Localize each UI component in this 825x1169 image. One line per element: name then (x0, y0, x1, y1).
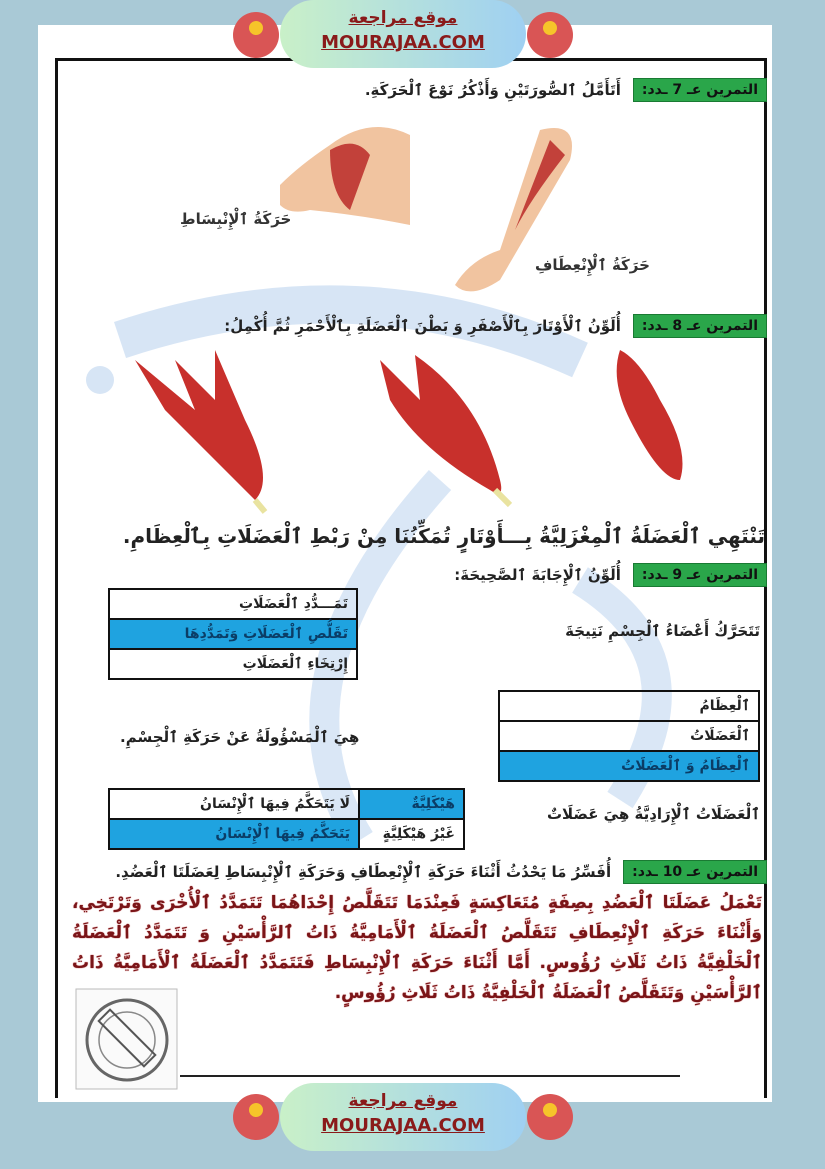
q2-options-table (498, 690, 760, 782)
question-3-text: ٱلْعَضَلَاتُ ٱلْإِرَادِيَّةُ هِيَ عَضَلَاتٌ (546, 805, 760, 823)
site-banner-top[interactable] (280, 0, 526, 68)
exercise-9-header (454, 563, 767, 587)
q3-options-table (108, 788, 465, 850)
muscle-fusiform-image (600, 340, 700, 500)
option-cell[interactable]: ٱلْعَضَلَاتُ (499, 721, 759, 751)
exercise-label: التمرين عـ 10 ـدد: (623, 860, 767, 884)
option-cell-selected[interactable]: ٱلْعِظَامُ وَ ٱلْعَضَلَاتُ (499, 751, 759, 781)
banner-title: موقع مراجعة (348, 1091, 458, 1111)
banner-site[interactable]: MOURAJAA.COM (321, 1115, 485, 1136)
site-logo-icon (233, 1094, 279, 1140)
option-cell[interactable]: ٱلْعِظَامُ (499, 691, 759, 721)
exercise-10-header (115, 860, 767, 884)
muscle-triceps-image (125, 340, 275, 515)
question-2-text: هِيَ ٱلْمَسْؤُولَةُ عَنْ حَرَكَةِ ٱلْجِسْمِ. (120, 728, 360, 746)
option-cell-selected[interactable]: تَقَلُّصِ ٱلْعَضَلَاتِ وَتَمَدُّدِهَا (109, 619, 357, 649)
exercise-instruction: أُفَسِّرُ مَا يَحْدُثُ أَثْنَاءَ حَرَكَةِ ٱلْإِنْعِطَافِ وَحَرَكَةِ ٱلْإِنْبِسَاطِ لِعَضَلَتَا ٱلْعَضُدِ. (115, 863, 612, 881)
banner-title: موقع مراجعة (348, 8, 458, 28)
signature-line (180, 1075, 680, 1077)
exercise-label: التمرين عـ 8 ـدد: (633, 314, 767, 338)
exercise-instruction: أُلَوِّنُ ٱلْأَوْتَارَ بِٱلْأَصْفَرِ وَ بَطْنَ ٱلْعَضَلَةِ بِٱلْأَحْمَرِ ثُمَّ أُكْمِلُ: (224, 317, 621, 335)
exercise-label: التمرين عـ 7 ـدد: (633, 78, 767, 102)
option-cell-selected[interactable]: يَتَحَكَّمُ فِيهَا ٱلْإِنْسَانُ (109, 819, 359, 849)
q1-options-table (108, 588, 358, 680)
arm-extension-image (270, 115, 420, 235)
label-flexion-movement: حَرَكَةُ ٱلْإِنْعِطَافِ (535, 256, 650, 274)
exercise-instruction: أَتَأَمَّلُ ٱلصُّورَتَيْنِ وَأَذْكُرُ نَوْعَ ٱلْحَرَكَةِ. (364, 81, 621, 99)
option-cell[interactable]: غَيْرُ هَيْكَلِيَّةٍ (359, 819, 464, 849)
site-logo-icon (527, 12, 573, 58)
site-banner-bottom[interactable] (280, 1083, 526, 1151)
banner-site[interactable]: MOURAJAA.COM (321, 32, 485, 53)
muscle-biceps-image (360, 340, 520, 510)
option-cell[interactable]: تَمَـــدُّدِ ٱلْعَضَلَاتِ (109, 589, 357, 619)
site-logo-icon (233, 12, 279, 58)
label-extension-movement: حَرَكَةُ ٱلْإِنْبِسَاطِ (180, 210, 292, 228)
option-cell-selected[interactable]: هَيْكَلِيَّةٌ (359, 789, 464, 819)
exercise-instruction: أُلَوِّنُ ٱلْإِجَابَةَ ٱلصَّحِيحَةَ: (454, 566, 621, 584)
option-cell[interactable]: لَا يَتَحَكَّمُ فِيهَا ٱلْإِنْسَانُ (109, 789, 359, 819)
site-logo-icon (527, 1094, 573, 1140)
muscle-tendon-sentence: تَنْتَهِي ٱلْعَضَلَةُ ٱلْمِغْزَلِيَّةُ بِـــأَوْتَارٍ تُمَكِّنُنَا مِنْ رَبْطِ ٱلْعَضَلَاتِ بِٱلْعِظَامِ. (122, 524, 765, 548)
stamp-image (75, 988, 178, 1090)
exercise-10-answer: تَعْمَلُ عَضَلَتَا ٱلْعَضُدِ بِصِفَةٍ مُتَعَاكِسَةٍ فَعِنْدَمَا تَتَقَلَّصُ إِحْدَاهُمَا تَتَمَدَّدُ ٱلْأُخْرَى وَتَرْتَخِي، وَأَثْنَاءَ حَرَكَةِ ٱلْإِنْعِطَافِ تَتَقَلَّصُ ٱلْعَضَلَةُ ٱلْأَمَامِيَّةُ ذَاتُ ٱلرَّأْسَيْنِ وَ تَتَمَدَّدُ ٱلْعَضَلَةُ ٱلْخَلْفِيَّةُ ذَاتُ ثَلَاثِ رُؤُوسٍ. أَمَّا أَثْنَاءَ حَرَكَةِ ٱلْإِنْبِسَاطِ فَتَتَمَدَّدُ ٱلْعَضَلَةُ ٱلْأَمَامِيَّةُ ذَاتُ ٱلرَّأْسَيْنِ وَتَتَقَلَّصُ ٱلْعَضَلَةُ ٱلْخَلْفِيَّةُ ذَاتُ ثَلَاثِ رُؤُوسٍ. (72, 893, 762, 1003)
exercise-label: التمرين عـ 9 ـدد: (633, 563, 767, 587)
question-1-text: تَتَحَرَّكُ أَعْضَاءُ ٱلْجِسْمِ نَتِيجَةَ (565, 622, 760, 640)
option-cell[interactable]: إِرْتِخَاءِ ٱلْعَضَلَاتِ (109, 649, 357, 679)
exercise-7-header (365, 78, 767, 102)
exercise-8-header (224, 314, 767, 338)
